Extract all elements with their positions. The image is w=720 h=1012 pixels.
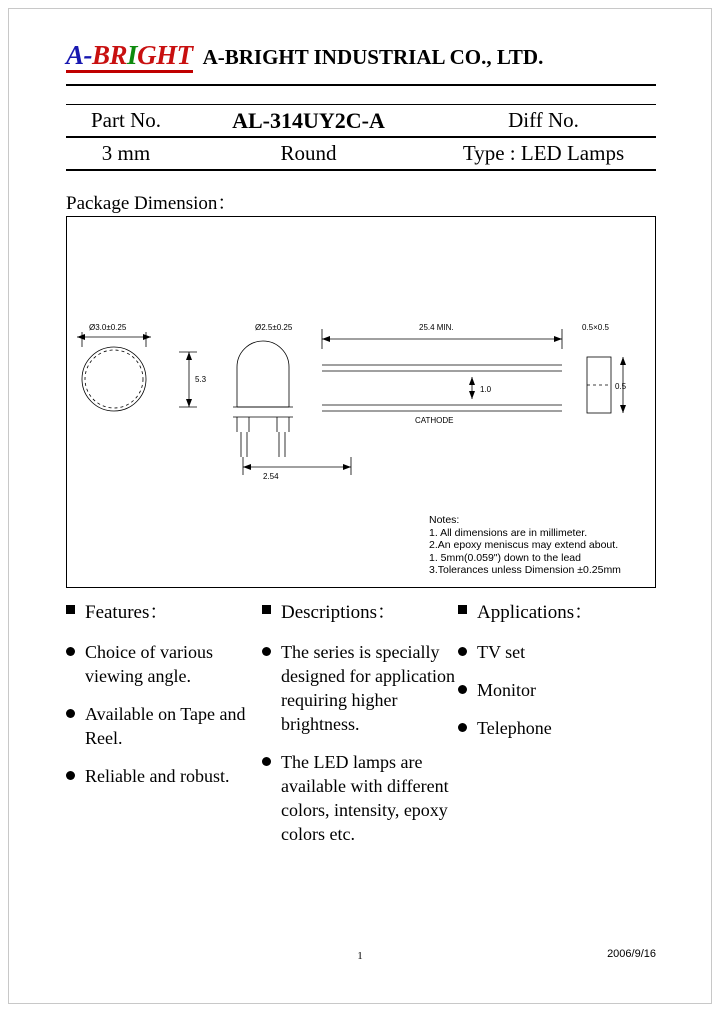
dim-label-d1: Ø3.0±0.25: [89, 323, 127, 332]
document-header: [66, 36, 656, 78]
dot-bullet-icon: [458, 723, 467, 732]
part-no-label: Part No.: [91, 108, 161, 132]
feature-text: Choice of various viewing angle.: [85, 642, 213, 686]
list-item: [66, 764, 256, 788]
square-bullet-icon: [262, 605, 271, 614]
package-shape-value: Round: [280, 141, 337, 165]
package-dimension-title: Package Dimension：: [66, 193, 237, 214]
applications-column: [458, 597, 658, 754]
dot-bullet-icon: [458, 685, 467, 694]
list-item: [66, 702, 256, 750]
page-number: 1: [357, 950, 363, 962]
dim-label-width: 0.5×0.5: [582, 323, 609, 332]
dot-bullet-icon: [262, 647, 271, 656]
company-logo: A - B R I G H T: [66, 41, 193, 73]
list-item: [458, 640, 658, 664]
features-heading: [66, 597, 256, 624]
list-item: [458, 716, 658, 740]
list-item: [458, 678, 658, 702]
list-item: [262, 750, 457, 846]
package-drawing: [66, 216, 656, 588]
features-heading-label: Features：: [85, 602, 169, 623]
part-info-table: [66, 104, 656, 171]
dim-label-lead: 25.4 MIN.: [419, 323, 454, 332]
dim-label-pitch: 2.54: [263, 472, 279, 481]
list-item: [262, 640, 457, 736]
descriptions-column: [262, 597, 457, 860]
table-row: [66, 104, 656, 138]
descriptions-heading: [262, 597, 457, 624]
package-size-value: 3 mm: [101, 141, 151, 165]
description-text: The series is specially designed for application requiring higher brightness.: [281, 642, 455, 734]
notes-line: 2.An epoxy meniscus may extend about.: [429, 539, 619, 552]
product-type-value: Type : LED Lamps: [462, 141, 625, 165]
features-column: [66, 597, 256, 802]
table-row: [66, 138, 656, 171]
notes-line: 1. All dimensions are in millimeter.: [429, 526, 588, 539]
company-name: A-BRIGHT INDUSTRIAL CO., LTD.: [202, 44, 544, 69]
dot-bullet-icon: [458, 647, 467, 656]
square-bullet-icon: [458, 605, 467, 614]
dot-bullet-icon: [66, 771, 75, 780]
dim-label-cathode: CATHODE: [415, 416, 454, 425]
dot-bullet-icon: [66, 647, 75, 656]
document-date: 2006/9/16: [607, 948, 656, 960]
application-text: Monitor: [477, 680, 537, 700]
notes-line: 1. 5mm(0.059") down to the lead: [429, 551, 581, 564]
application-text: TV set: [477, 642, 526, 662]
dot-bullet-icon: [66, 709, 75, 718]
part-no-value: AL-314UY2C-A: [232, 107, 385, 133]
dim-label-h1: 5.3: [195, 375, 207, 384]
notes-line: 3.Tolerances unless Dimension ±0.25mm: [429, 564, 621, 577]
notes-line: Notes:: [429, 514, 460, 526]
applications-heading: [458, 597, 658, 624]
descriptions-heading-label: Descriptions：: [281, 602, 397, 623]
dim-label-h2: 1.0: [480, 385, 492, 394]
feature-text: Reliable and robust.: [85, 766, 230, 786]
description-text: The LED lamps are available with different colors, intensity, epoxy colors etc.: [281, 752, 449, 844]
drawing-notes: [429, 514, 621, 577]
dim-label-d2: Ø2.5±0.25: [255, 323, 293, 332]
header-rule: [66, 84, 656, 86]
diff-no-label: Diff No.: [508, 108, 579, 132]
dot-bullet-icon: [262, 757, 271, 766]
applications-heading-label: Applications：: [477, 602, 594, 623]
square-bullet-icon: [66, 605, 75, 614]
dim-label-h3: 0.5: [615, 382, 627, 391]
feature-text: Available on Tape and Reel.: [85, 704, 246, 748]
application-text: Telephone: [477, 718, 552, 738]
list-item: [66, 640, 256, 688]
